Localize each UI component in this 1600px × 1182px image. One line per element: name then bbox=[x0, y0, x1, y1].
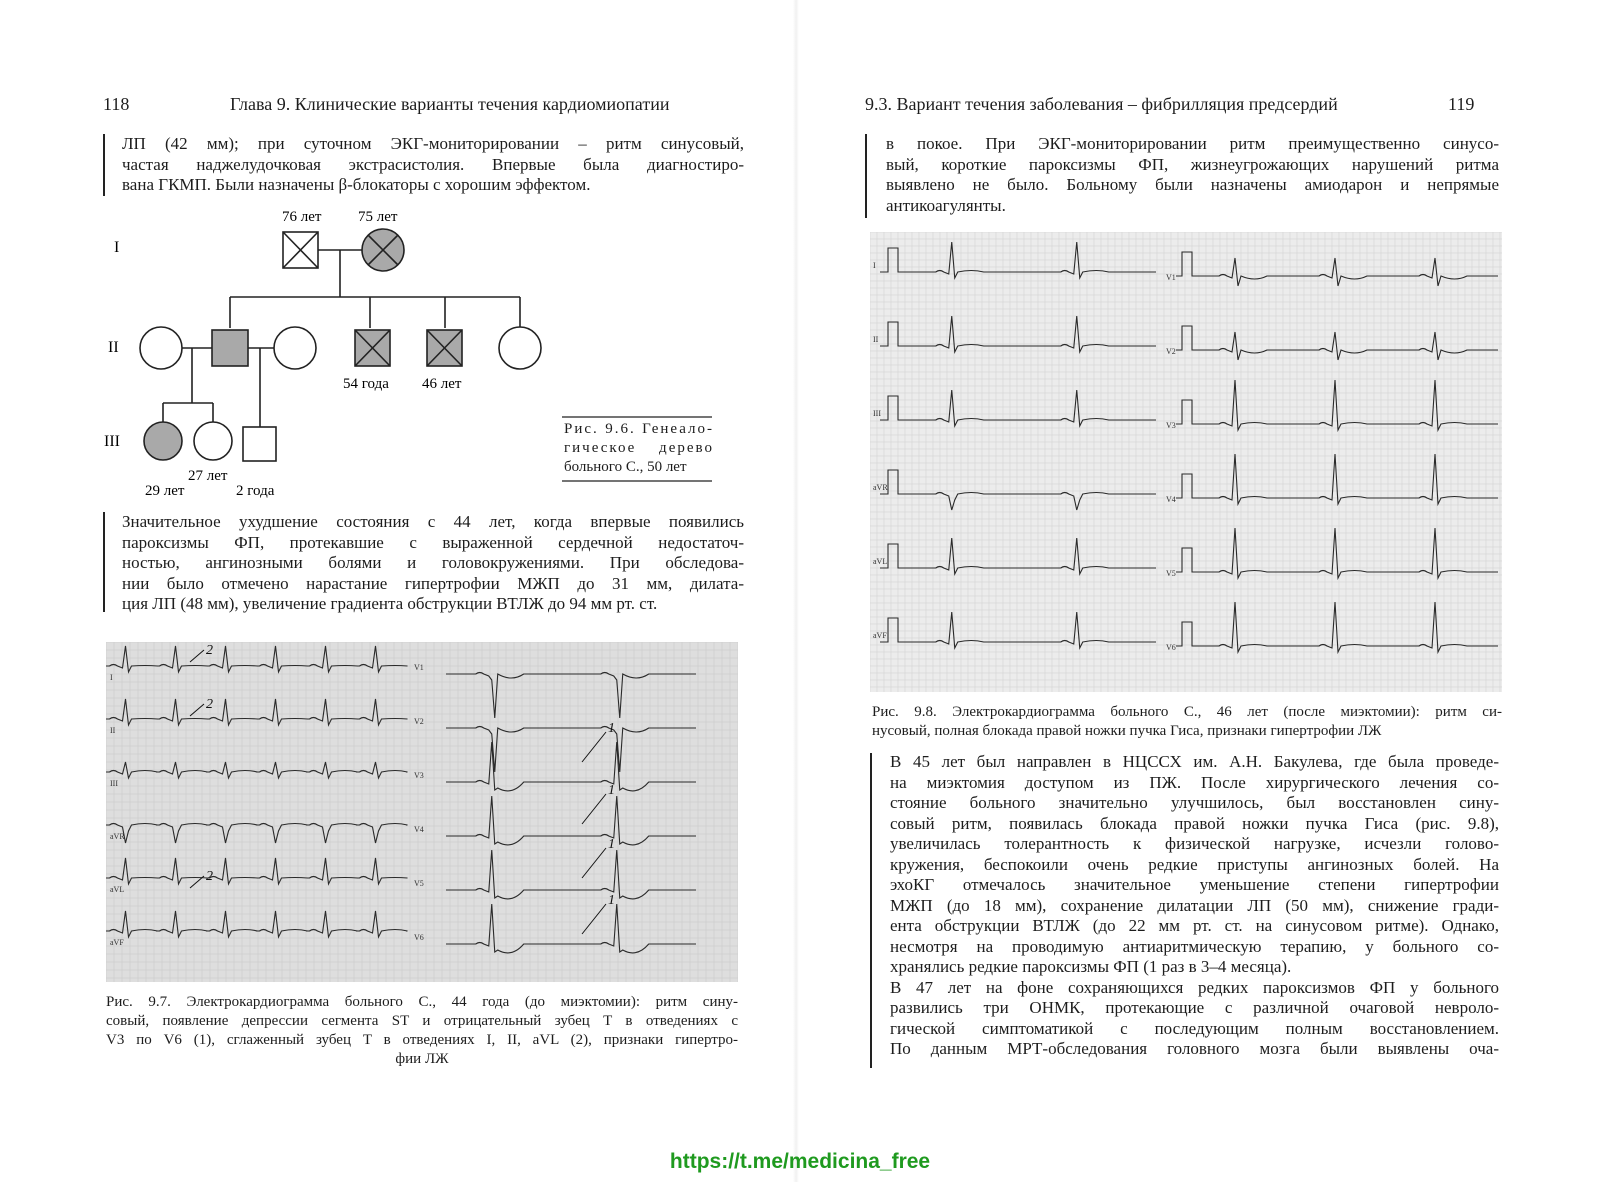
marker-label-2: 2 bbox=[206, 643, 213, 658]
paragraph-bottom: В 45 лет был направлен в НЦССХ им. А.Н. Бакулева, где была проведе- на миэктомия доступом из ПЖ. После хирургического лечения со- стояние больного значительно улучшилось, был восстановлен сину- совый ритм, появилась блокада правой ножки пучка Гиса (рис. 9.8), увеличилась толерантность к физической нагрузке, исчезли голово- кружения, беспокоили очень редкие приступы ангинозных болей. На эхоКГ отмечалось значительное уменьшение степени гипертрофии МЖП (до 18 мм), сохранение дилатации ЛП (50 мм), снижение гради- ента обструкции ВТЛЖ (до 22 мм рт. ст. на синусовом ритме). Однако, несмотря на проводимую антиаритмическую терапию, у больного со- хранялись редкие пароксизмы ФП (1 раз в 3–4 месяца). В 47 лет на фоне сохраняющихся редких пароксизмов ФП у больного развились три ОНМК, протекающие с различной очаговой невроло- гической симптоматикой с последующим полным восстановлением. По данным МРТ-обследования головного мозга были выявлены оча- bbox=[890, 752, 1499, 1058]
paragraph-mid: Значительное ухудшение состояния с 44 лет, когда впервые появились пароксизмы ФП, протекавшие с выраженной сердечной недостаточ- ностью, ангинозными болями и головокружениями. При обследова- нии было отмечено нарастание гипертрофии МЖП до 31 мм, дилата- ция ЛП (48 мм), увеличение градиента обструкции ВТЛЖ до 94 мм рт. ст. bbox=[122, 512, 744, 613]
fig96-caption: Рис. 9.6. Генеало- гическое дерево больного С., 50 лет bbox=[564, 421, 714, 475]
pedigree-gen1-father bbox=[283, 232, 318, 268]
ecg-lead-label: V2 bbox=[414, 717, 424, 726]
marker-label-2: 2 bbox=[206, 869, 213, 884]
ecg-lead-label: V6 bbox=[1166, 643, 1176, 652]
ecg-lead-label: aVL bbox=[110, 885, 125, 894]
footer-telegram-link[interactable]: https://t.me/medicina_free bbox=[669, 1150, 931, 1173]
ecg-lead-label: I bbox=[873, 261, 876, 270]
pedigree-gen3-daughter1 bbox=[144, 422, 182, 460]
running-head: Глава 9. Клинические варианты течения кардиомиопатии bbox=[230, 94, 670, 114]
marker-label-1: 1 bbox=[608, 893, 615, 908]
page-number: 119 bbox=[1448, 94, 1475, 114]
ecg-lead-label: V1 bbox=[414, 663, 424, 672]
pedigree-gen3-daughter2 bbox=[194, 422, 232, 460]
margin-bar bbox=[103, 512, 105, 612]
paragraph-top: ЛП (42 мм); при суточном ЭКГ-мониторировании – ритм синусовый, частая наджелудочковая экстрасистолия. Впервые была диагностиро- вана ГКМП. Были назначены β-блокаторы с хорошим эффектом. bbox=[122, 134, 744, 194]
ecg-lead-label: V4 bbox=[1166, 495, 1176, 504]
generation-label-3: III bbox=[104, 433, 120, 450]
generation-label-1: I bbox=[114, 239, 120, 256]
marker-label-1: 1 bbox=[608, 837, 615, 852]
marker-label-1: 1 bbox=[608, 721, 615, 736]
ecg-figure-9-7 bbox=[106, 642, 738, 982]
age-gen3-daughter1: 29 лет bbox=[145, 483, 185, 499]
pedigree-gen2-sister bbox=[499, 327, 541, 369]
margin-bar bbox=[865, 134, 867, 218]
fig97-caption: Рис. 9.7. Электрокардиограмма больного С., 44 года (до миэктомии): ритм сину- совый, появление депрессии сегмента ST и отрицательный зубец T в отведениях с V3 по V6 (1), сглаженный зубец T в отведениях I, II, aVL (2), признаки гипертро- фии ЛЖ bbox=[106, 994, 738, 1067]
marker-label-1: 1 bbox=[608, 783, 615, 798]
ecg-lead-label: III bbox=[110, 779, 118, 788]
age-gen1-mother: 75 лет bbox=[358, 209, 398, 225]
ecg-lead-label: V3 bbox=[1166, 421, 1176, 430]
ecg-lead-label: V5 bbox=[414, 879, 424, 888]
ecg-lead-label: aVF bbox=[110, 938, 124, 947]
age-gen3-daughter2: 27 лет bbox=[188, 468, 228, 484]
age-gen3-son: 2 года bbox=[236, 483, 275, 499]
right-page bbox=[800, 0, 1600, 1182]
paragraph-top: в покое. При ЭКГ-мониторировании ритм преимущественно синусо- вый, короткие пароксизмы ФП, жизнеугрожающих нарушений ритма выявлено не было. Больному были назначены амиодарон и непрямые антикоагулянты. bbox=[886, 134, 1499, 215]
ecg-lead-label: II bbox=[110, 726, 116, 735]
margin-bar bbox=[870, 753, 872, 1068]
age-gen1-father: 76 лет bbox=[282, 209, 322, 225]
ecg-figure-9-8 bbox=[870, 232, 1502, 692]
age-gen2-brother2: 46 лет bbox=[422, 376, 462, 392]
page-number: 118 bbox=[103, 94, 130, 114]
pedigree-gen3-son bbox=[243, 427, 276, 461]
pedigree-gen2-brother1 bbox=[355, 330, 390, 366]
ecg-lead-label: V1 bbox=[1166, 273, 1176, 282]
ecg-lead-label: aVR bbox=[110, 832, 125, 841]
age-gen2-brother1: 54 года bbox=[343, 376, 389, 392]
pedigree-gen1-mother bbox=[362, 229, 404, 271]
fig98-caption: Рис. 9.8. Электрокардиограмма больного С., 46 лет (после миэктомии): ритм си- нусовый, полная блокада правой ножки пучка Гиса, признаки гипертрофии ЛЖ bbox=[872, 704, 1502, 739]
marker-label-2: 2 bbox=[206, 697, 213, 712]
ecg-lead-label: V4 bbox=[414, 825, 424, 834]
pedigree-proband bbox=[212, 330, 248, 366]
running-head: 9.3. Вариант течения заболевания – фибрилляция предсердий bbox=[865, 94, 1338, 114]
ecg-lead-label: II bbox=[873, 335, 879, 344]
margin-bar bbox=[103, 134, 105, 196]
ecg-lead-label: V2 bbox=[1166, 347, 1176, 356]
pedigree-gen2-wife2 bbox=[274, 327, 316, 369]
ecg-lead-label: I bbox=[110, 673, 113, 682]
pedigree-gen2-brother2 bbox=[427, 330, 462, 366]
ecg-lead-label: V5 bbox=[1166, 569, 1176, 578]
book-gutter bbox=[793, 0, 799, 1182]
left-page bbox=[0, 0, 790, 1182]
pedigree-gen2-wife1 bbox=[140, 327, 182, 369]
ecg-lead-label: aVR bbox=[873, 483, 888, 492]
ecg-lead-label: V6 bbox=[414, 933, 424, 942]
generation-label-2: II bbox=[108, 339, 119, 356]
ecg-lead-label: V3 bbox=[414, 771, 424, 780]
ecg-lead-label: aVL bbox=[873, 557, 888, 566]
ecg-lead-label: III bbox=[873, 409, 881, 418]
ecg-lead-label: aVF bbox=[873, 631, 887, 640]
